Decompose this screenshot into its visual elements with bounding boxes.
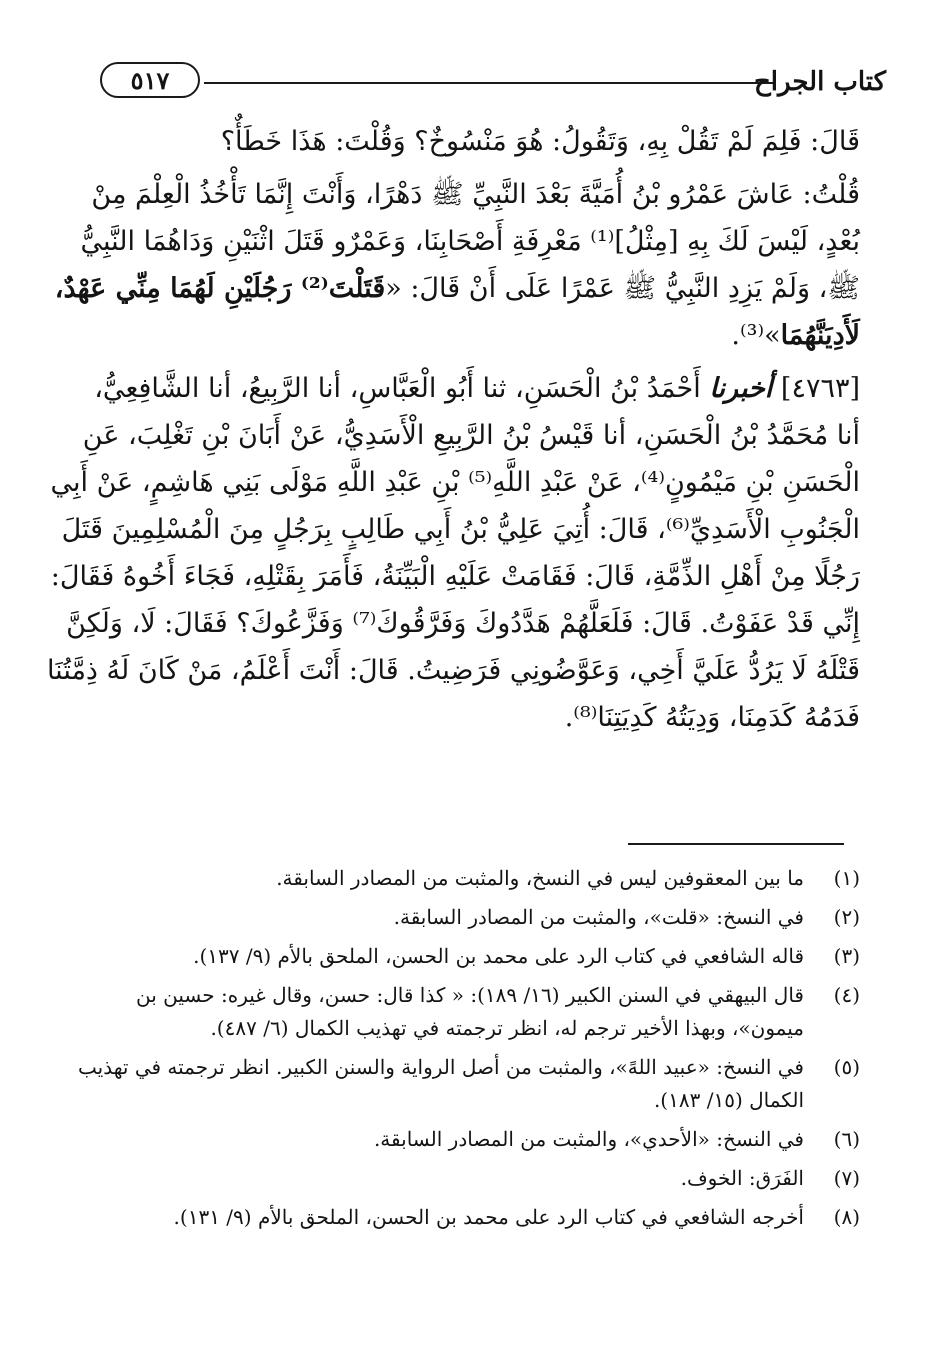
paragraph-hadith bbox=[46, 365, 860, 741]
text-segment: ﷺ، وَلَمْ يَزِدِ النَّبِيُّ ﷺ عَمْرًا عَلَى أَنْ قَالَ: « bbox=[385, 273, 860, 304]
footnote-text bbox=[98, 901, 804, 934]
footnote-number: (١) bbox=[833, 866, 860, 890]
text-line: الْحَسَنِ بْنِ مَيْمُونٍ⁽⁴⁾، عَنْ عَبْدِ اللَّهِ⁽⁵⁾ بْنِ عَبْدِ اللَّهِ مَوْلَى بَنِي هَاشِمٍ، عَنْ أَبِي bbox=[50, 467, 860, 498]
footnote bbox=[98, 1162, 860, 1195]
footnote-line: في النسخ: «عبيد اللهً»، والمثبت من أصل الرواية والسنن الكبير. انظر ترجمته في تهذيب bbox=[77, 1055, 804, 1079]
footnote-number: (٣) bbox=[833, 944, 860, 968]
footnote bbox=[98, 940, 860, 973]
footnote-line: ميمون»، وبهذا الأخير ترجم له، انظر ترجمته في تهذيب الكمال (٦/ ٤٨٧). bbox=[210, 1016, 804, 1040]
footnote bbox=[98, 1123, 860, 1156]
text-line: إِنِّي قَدْ عَفَوْتُ. قَالَ: فَلَعَلَّهُمْ هَدَّدُوكَ وَفَرَّقُوكَ⁽⁷⁾ وَفَزَّعُوكَ؟ فَقَالَ: لَا، وَلَكِنَّ bbox=[66, 608, 860, 639]
footnote bbox=[77, 1051, 860, 1117]
text-line: رَجُلًا مِنْ أَهْلِ الذِّمَّةِ، قَالَ: فَقَامَتْ عَلَيْهِ الْبَيِّنَةُ، فَأَمَرَ بِقَتْلِهِ، فَجَاءَ أَخُوهُ فَقَالَ: bbox=[50, 561, 860, 592]
footnote-number: (٨) bbox=[833, 1205, 860, 1229]
footnote-number: (٧) bbox=[833, 1166, 860, 1190]
hadith-quote: قَتَلْتَ⁽²⁾ رَجُلَيْنِ لَهُمَا مِنِّي عَهْدٌ، bbox=[54, 273, 386, 304]
header-rule bbox=[204, 82, 776, 84]
text-line: قَالَ: فَلِمَ لَمْ تَقُلْ بِهِ، وَتَقُولُ: هُوَ مَنْسُوخٌ؟ وَقُلْتَ: هَذَا خَطَأٌ؟ bbox=[220, 126, 860, 157]
text-line: بُعْدٍ، لَيْسَ لَكَ بِهِ [مِثْلُ]⁽¹⁾ مَعْرِفَةِ أَصْحَابِنَا، وَعَمْرٌو قَتَلَ اثْنَيْنِ وَدَاهُمَا النَّبِيُّ bbox=[80, 226, 860, 257]
footnote-text bbox=[98, 1123, 804, 1156]
footnote-line: قاله الشافعي في كتاب الرد على محمد بن الحسن، الملحق بالأم (٩/ ١٣٧). bbox=[193, 944, 804, 968]
footnote-text bbox=[98, 979, 804, 1045]
footnote-text bbox=[98, 1201, 804, 1234]
footnote-line: قال البيهقي في السنن الكبير (١٦/ ١٨٩): « كذا قال: حسن، وقال غيره: حسين بن bbox=[136, 983, 804, 1007]
footnote-line: الكمال (١٥/ ١٨٣). bbox=[653, 1088, 804, 1112]
text-segment: أَحْمَدُ بْنُ الْحَسَنِ، ثنا أَبُو الْعَبَّاسِ، أنا الرَّبِيعُ، أنا الشَّافِعِيُّ، bbox=[94, 373, 701, 404]
footnote-text bbox=[98, 1162, 804, 1195]
text-line: فَدَمُهُ كَدَمِنَا، وَدِيَتُهُ كَدِيَتِنَا⁽⁸⁾. bbox=[564, 702, 860, 733]
footnote bbox=[98, 979, 860, 1045]
footnote bbox=[98, 862, 860, 895]
text-line: قَتْلَهُ لَا يَرُدُّ عَلَيَّ أَخِي، وَعَوَّضُونِي فَرَضِيتُ. قَالَ: أَنْتَ أَعْلَمُ، مَنْ كَانَ لَهُ ذِمَّتُنَا bbox=[46, 655, 860, 686]
footnote bbox=[98, 1201, 860, 1234]
main-text bbox=[46, 118, 860, 741]
paragraph-question bbox=[98, 118, 860, 165]
text-line: الْجَنُوبِ الْأَسَدِيِّ⁽⁶⁾، قَالَ: أُتِيَ عَلِيُّ بْنُ أَبِي طَالِبٍ بِرَجُلٍ مِنَ الْمُسْلِمِينَ قَتَلَ bbox=[61, 514, 860, 545]
footnote-number: (٦) bbox=[833, 1127, 860, 1151]
text-segment: »⁽³⁾. bbox=[731, 320, 781, 351]
footnote-line: الفَرَق: الخوف. bbox=[680, 1166, 804, 1190]
page-number: ٥١٧ bbox=[100, 62, 200, 98]
text-line: أنا مُحَمَّدُ بْنُ الْحَسَنِ، أنا قَيْسُ بْنُ الرَّبِيعِ الْأَسَدِيُّ، عَنْ أَبَانَ بْنِ تَغْلِبَ، عَنِ bbox=[82, 420, 860, 451]
footnote-line: في النسخ: «الأحدي»، والمثبت من المصادر السابقة. bbox=[373, 1127, 804, 1151]
hadith-lead-word: أخبرنا bbox=[709, 373, 773, 404]
page-header bbox=[100, 58, 886, 108]
footnote-line: ما بين المعقوفين ليس في النسخ، والمثبت من المصادر السابقة. bbox=[276, 866, 804, 890]
footnote-number: (٢) bbox=[833, 905, 860, 929]
footnotes bbox=[77, 862, 860, 1240]
footnote-text bbox=[78, 1051, 804, 1117]
text-line bbox=[98, 312, 860, 359]
book-title: كتاب الجراح bbox=[754, 67, 886, 97]
footnote-text bbox=[98, 940, 804, 973]
hadith-quote: لَأَدِيَنَّهُمَا bbox=[780, 320, 860, 351]
text-line bbox=[54, 265, 860, 312]
text-line bbox=[94, 365, 860, 412]
footnote-number: (٥) bbox=[833, 1055, 860, 1079]
footnote-text bbox=[98, 862, 804, 895]
hadith-number: [٤٧٦٣] bbox=[780, 373, 860, 404]
text-line: قُلْتُ: عَاشَ عَمْرُو بْنُ أُمَيَّةَ بَعْدَ النَّبِيِّ ﷺ دَهْرًا، وَأَنْتَ إِنَّمَا تَأْخُذُ الْعِلْمَ مِنْ bbox=[91, 179, 860, 210]
footnote-line: في النسخ: «قلت»، والمثبت من المصادر السابقة. bbox=[393, 905, 804, 929]
footnote bbox=[98, 901, 860, 934]
paragraph-reply bbox=[54, 171, 860, 359]
footnote-line: أخرجه الشافعي في كتاب الرد على محمد بن الحسن، الملحق بالأم (٩/ ١٣١). bbox=[173, 1205, 804, 1229]
footnote-separator bbox=[628, 843, 844, 845]
footnote-number: (٤) bbox=[833, 983, 860, 1007]
